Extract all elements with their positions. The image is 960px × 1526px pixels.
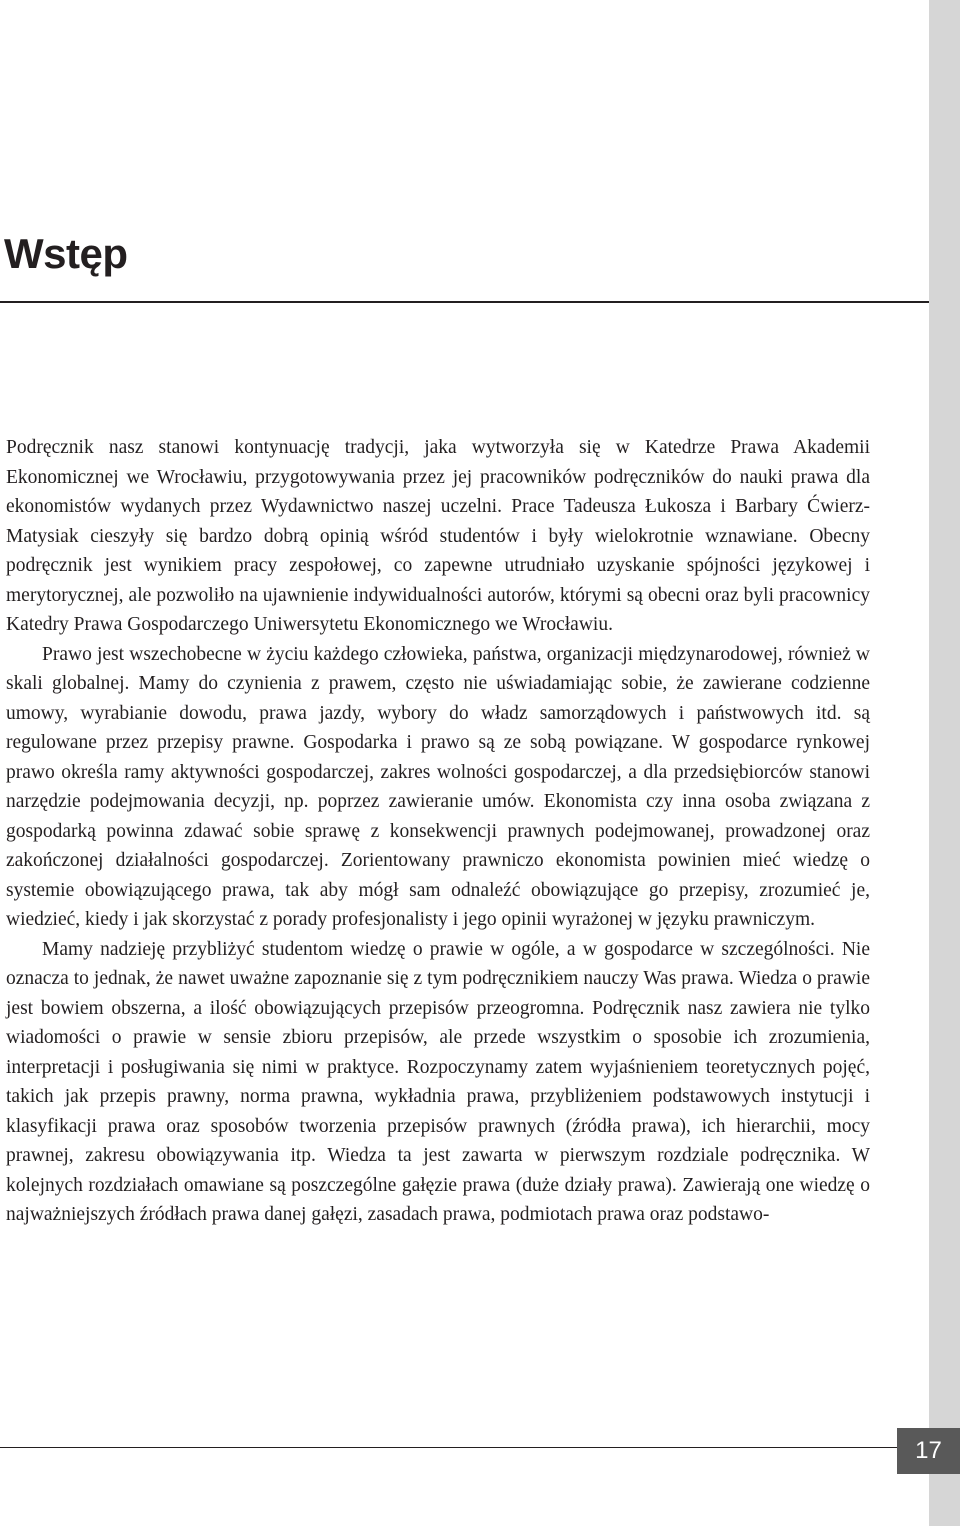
body-text [6, 433, 870, 1230]
paragraph-3: Mamy nadzieję przybliżyć studentom wiedzę o prawie w ogóle, a w gospodarce w szczególności. Nie oznacza to jednak, że nawet uważne zapoznanie się z tym podręcznikiem nauczy Was prawa. Wiedza o prawie jest bowiem obszerna, a ilość obowiązujących przepisów przeogromna. Podręcznik nasz zawiera nie tylko wiadomości o prawie w sensie zbioru przepisów, ale przede wszystkim o sposobie ich zrozumienia, interpretacji i posługiwania się nimi w praktyce. Rozpoczynamy zatem wyjaśnieniem teoretycznych pojęć, takich jak przepis prawny, norma prawna, wykładnia prawa, przybliżeniem podstawowych instytucji i klasyfikacji prawa oraz sposobów tworzenia przepisów prawnych (źródła prawa), ich hierarchii, mocy prawnej, zakresu obowiązywania itp. Wiedza ta jest zawarta w pierwszym rozdziale podręcznika. W kolejnych rozdziałach omawiane są poszczególne gałęzie prawa (duże działy prawa). Zawierają one wiedzę o najważniejszych źródłach prawa danej gałęzi, zasadach prawa, podmiotach prawa oraz podstawo- [6, 938, 870, 1225]
side-margin-bar [929, 0, 960, 1526]
title-divider [0, 301, 929, 303]
page-number: 17 [897, 1428, 960, 1474]
footer-divider [0, 1447, 897, 1448]
paragraph-1: Podręcznik nasz stanowi kontynuację tradycji, jaka wytworzyła się w Katedrze Prawa Akademii Ekonomicznej we Wrocławiu, przygotowywania przez jej pracowników podręczników do nauki prawa dla ekonomistów wydanych przez Wydawnictwo naszej uczelni. Prace Tadeusza Łukosza i Barbary Ćwierz-Matysiak cieszyły się bardzo dobrą opinią wśród studentów i były wielokrotnie wznawiane. Obecny podręcznik jest wynikiem pracy zespołowej, co zapewne utrudniało uzyskanie spójności językowej i merytorycznej, ale pozwoliło na ujawnienie indywidualności autorów, którymi są obecni oraz byli pracownicy Katedry Prawa Gospodarczego Uniwersytetu Ekonomicznego we Wrocławiu. [6, 437, 870, 635]
chapter-title: Wstęp [4, 230, 128, 277]
paragraph-2: Prawo jest wszechobecne w życiu każdego człowieka, państwa, organizacji międzynarodowej, również w skali globalnej. Mamy do czynienia z prawem, często nie uświadamiając sobie, że zawierane codzienne umowy, wyrabianie dowodu, prawa jazdy, wybory do władz samorządowych i państwowych itd. są regulowane przez przepisy prawne. Gospodarka i prawo są ze sobą powiązane. W gospodarce rynkowej prawo określa ramy aktywności gospodarczej, zakres wolności gospodarczej, a dla przedsiębiorców stanowi narzędzie podejmowania decyzji, np. poprzez zawieranie umów. Ekonomista czy inna osoba związana z gospodarką powinna zdawać sobie sprawę z konsekwencji prawnych podejmowanej, prowadzonej oraz zakończonej działalności gospodarczej. Zorientowany prawniczo ekonomista powinien mieć wiedzę o systemie obowiązującego prawa, tak aby mógł sam odnaleźć obowiązujące go przepisy, zrozumieć je, wiedzieć, kiedy i jak skorzystać z porady profesjonalisty i jego opinii wyrażonej w języku prawniczym. [6, 643, 870, 930]
